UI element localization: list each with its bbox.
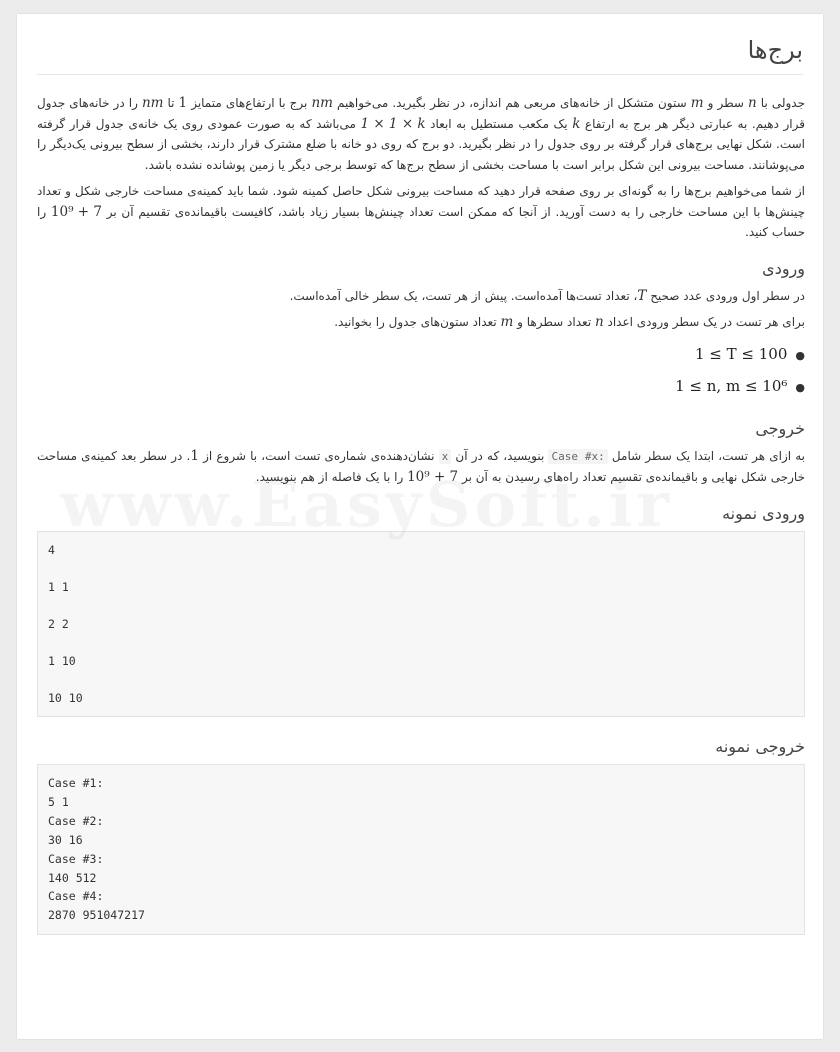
text: تعداد سطرها و	[513, 315, 595, 329]
constraints-list	[37, 339, 805, 403]
statement-paragraph-2	[37, 181, 805, 243]
text: . در سطر بعد کمینه‌ی مساحت خارجی شکل نهایی و باقیمانده‌ی تقسیم تعداد راه‌های رسیدن به آن بر	[37, 448, 805, 484]
text: برای هر تست در یک سطر ورودی اعداد	[603, 315, 805, 329]
math-T: T	[637, 287, 647, 304]
math-dimensions: 1 × 1 × k	[360, 115, 426, 132]
page-title: برج‌ها	[37, 36, 803, 75]
text: را حساب کنید.	[37, 204, 805, 239]
math-m: m	[500, 314, 514, 330]
math-modulus: 10⁹ + 7	[50, 203, 102, 220]
bullet-icon: ●	[795, 380, 805, 394]
sample-output-block[interactable]: Case #1: 5 1 Case #2: 30 16 Case #3: 140 512 Case #4: 2870 951047217	[37, 764, 805, 935]
math-one: 1	[190, 447, 199, 464]
text: بنویسید، که در آن	[451, 448, 549, 463]
statement-paragraph-1	[37, 93, 805, 175]
math-n: n	[594, 314, 604, 330]
text: را با یک فاصله از هم بنویسید.	[255, 470, 408, 484]
input-paragraph-1	[37, 286, 805, 307]
sample-input-block[interactable]: 4 1 1 2 2 1 10 10 10	[37, 531, 805, 718]
text: می‌باشد که به صورت عمودی روی یک خانه‌ی جدول قرار گرفته است. شکل نهایی برج‌های قرار گرفته بر روی جدول را در نظر بگیرید. دو برج که روی دو خانه با ضلع مشترک قرار دارند، بخشی از سطح بیرونی یک‌دیگر را می‌پوشانند. مساحت بیرونی این شکل برابر است با مساحت بخشی از سطح برج‌ها که توسط برجی دیگر یا زمین پوشانده نشده باشد.	[37, 116, 805, 172]
text: سطر و	[703, 96, 749, 110]
output-paragraph	[37, 446, 805, 488]
math-nm: nm	[141, 95, 164, 111]
sample-output-heading: خروجی نمونه	[715, 737, 805, 756]
constraint-item	[37, 371, 805, 403]
math-nm: nm	[311, 95, 333, 111]
math-modulus: 10⁹ + 7	[407, 469, 459, 485]
text: را در خانه‌های جدول قرار دهیم. به عبارتی دیگر هر برج به ارتفاع	[37, 96, 805, 131]
constraint-item	[37, 339, 805, 371]
output-heading: خروجی	[755, 418, 805, 438]
text: ، تعداد تست‌ها آمده‌است. پیش از هر تست، یک سطر خالی آمده‌است.	[289, 288, 638, 303]
inline-code: Case #x:	[548, 449, 607, 464]
text: از شما می‌خواهیم برج‌ها را به گونه‌ای بر روی صفحه قرار دهید که مساحت بیرونی شکل حاصل کمینه شود. شما باید کمینه‌ی مساحت خارجی شکل و تعداد چینش‌ها با این مساحت خارجی را به دست آورید. از آنجا که ممکن است تعداد چینش‌ها بسیار زیاد باشد، کافیست باقیمانده‌ی تقسیم آن بر	[37, 184, 805, 219]
math-n: n	[748, 95, 757, 111]
input-paragraph-2	[37, 312, 805, 333]
text: در سطر اول ورودی عدد صحیح	[646, 288, 805, 303]
math-k: k	[572, 115, 581, 132]
math-one: 1	[178, 95, 188, 111]
text: تا	[163, 96, 179, 110]
text: به ازای هر تست، ابتدا یک سطر شامل	[607, 448, 805, 463]
text: جدولی با	[756, 96, 806, 110]
sample-input-heading: ورودی نمونه	[722, 503, 805, 523]
text: تعداد ستون‌های جدول را بخوانید.	[334, 315, 501, 329]
text: ستون متشکل از خانه‌های مربعی هم اندازه، در نظر بگیرید. می‌خواهیم	[332, 96, 691, 110]
inline-code: x	[439, 449, 452, 464]
input-heading: ورودی	[762, 258, 805, 278]
math-m: m	[690, 95, 704, 111]
text: نشان‌دهنده‌ی شماره‌ی تست است، با شروع از	[198, 448, 439, 463]
text: یک مکعب مستطیل به ابعاد	[425, 116, 573, 131]
text: برج با ارتفاع‌های متمایز	[187, 96, 312, 110]
problem-card	[17, 14, 823, 1039]
constraint-expression: 1 ≤ T ≤ 100	[695, 344, 788, 363]
constraint-expression: 1 ≤ n, m ≤ 10⁶	[675, 376, 788, 395]
bullet-icon: ●	[795, 348, 805, 362]
